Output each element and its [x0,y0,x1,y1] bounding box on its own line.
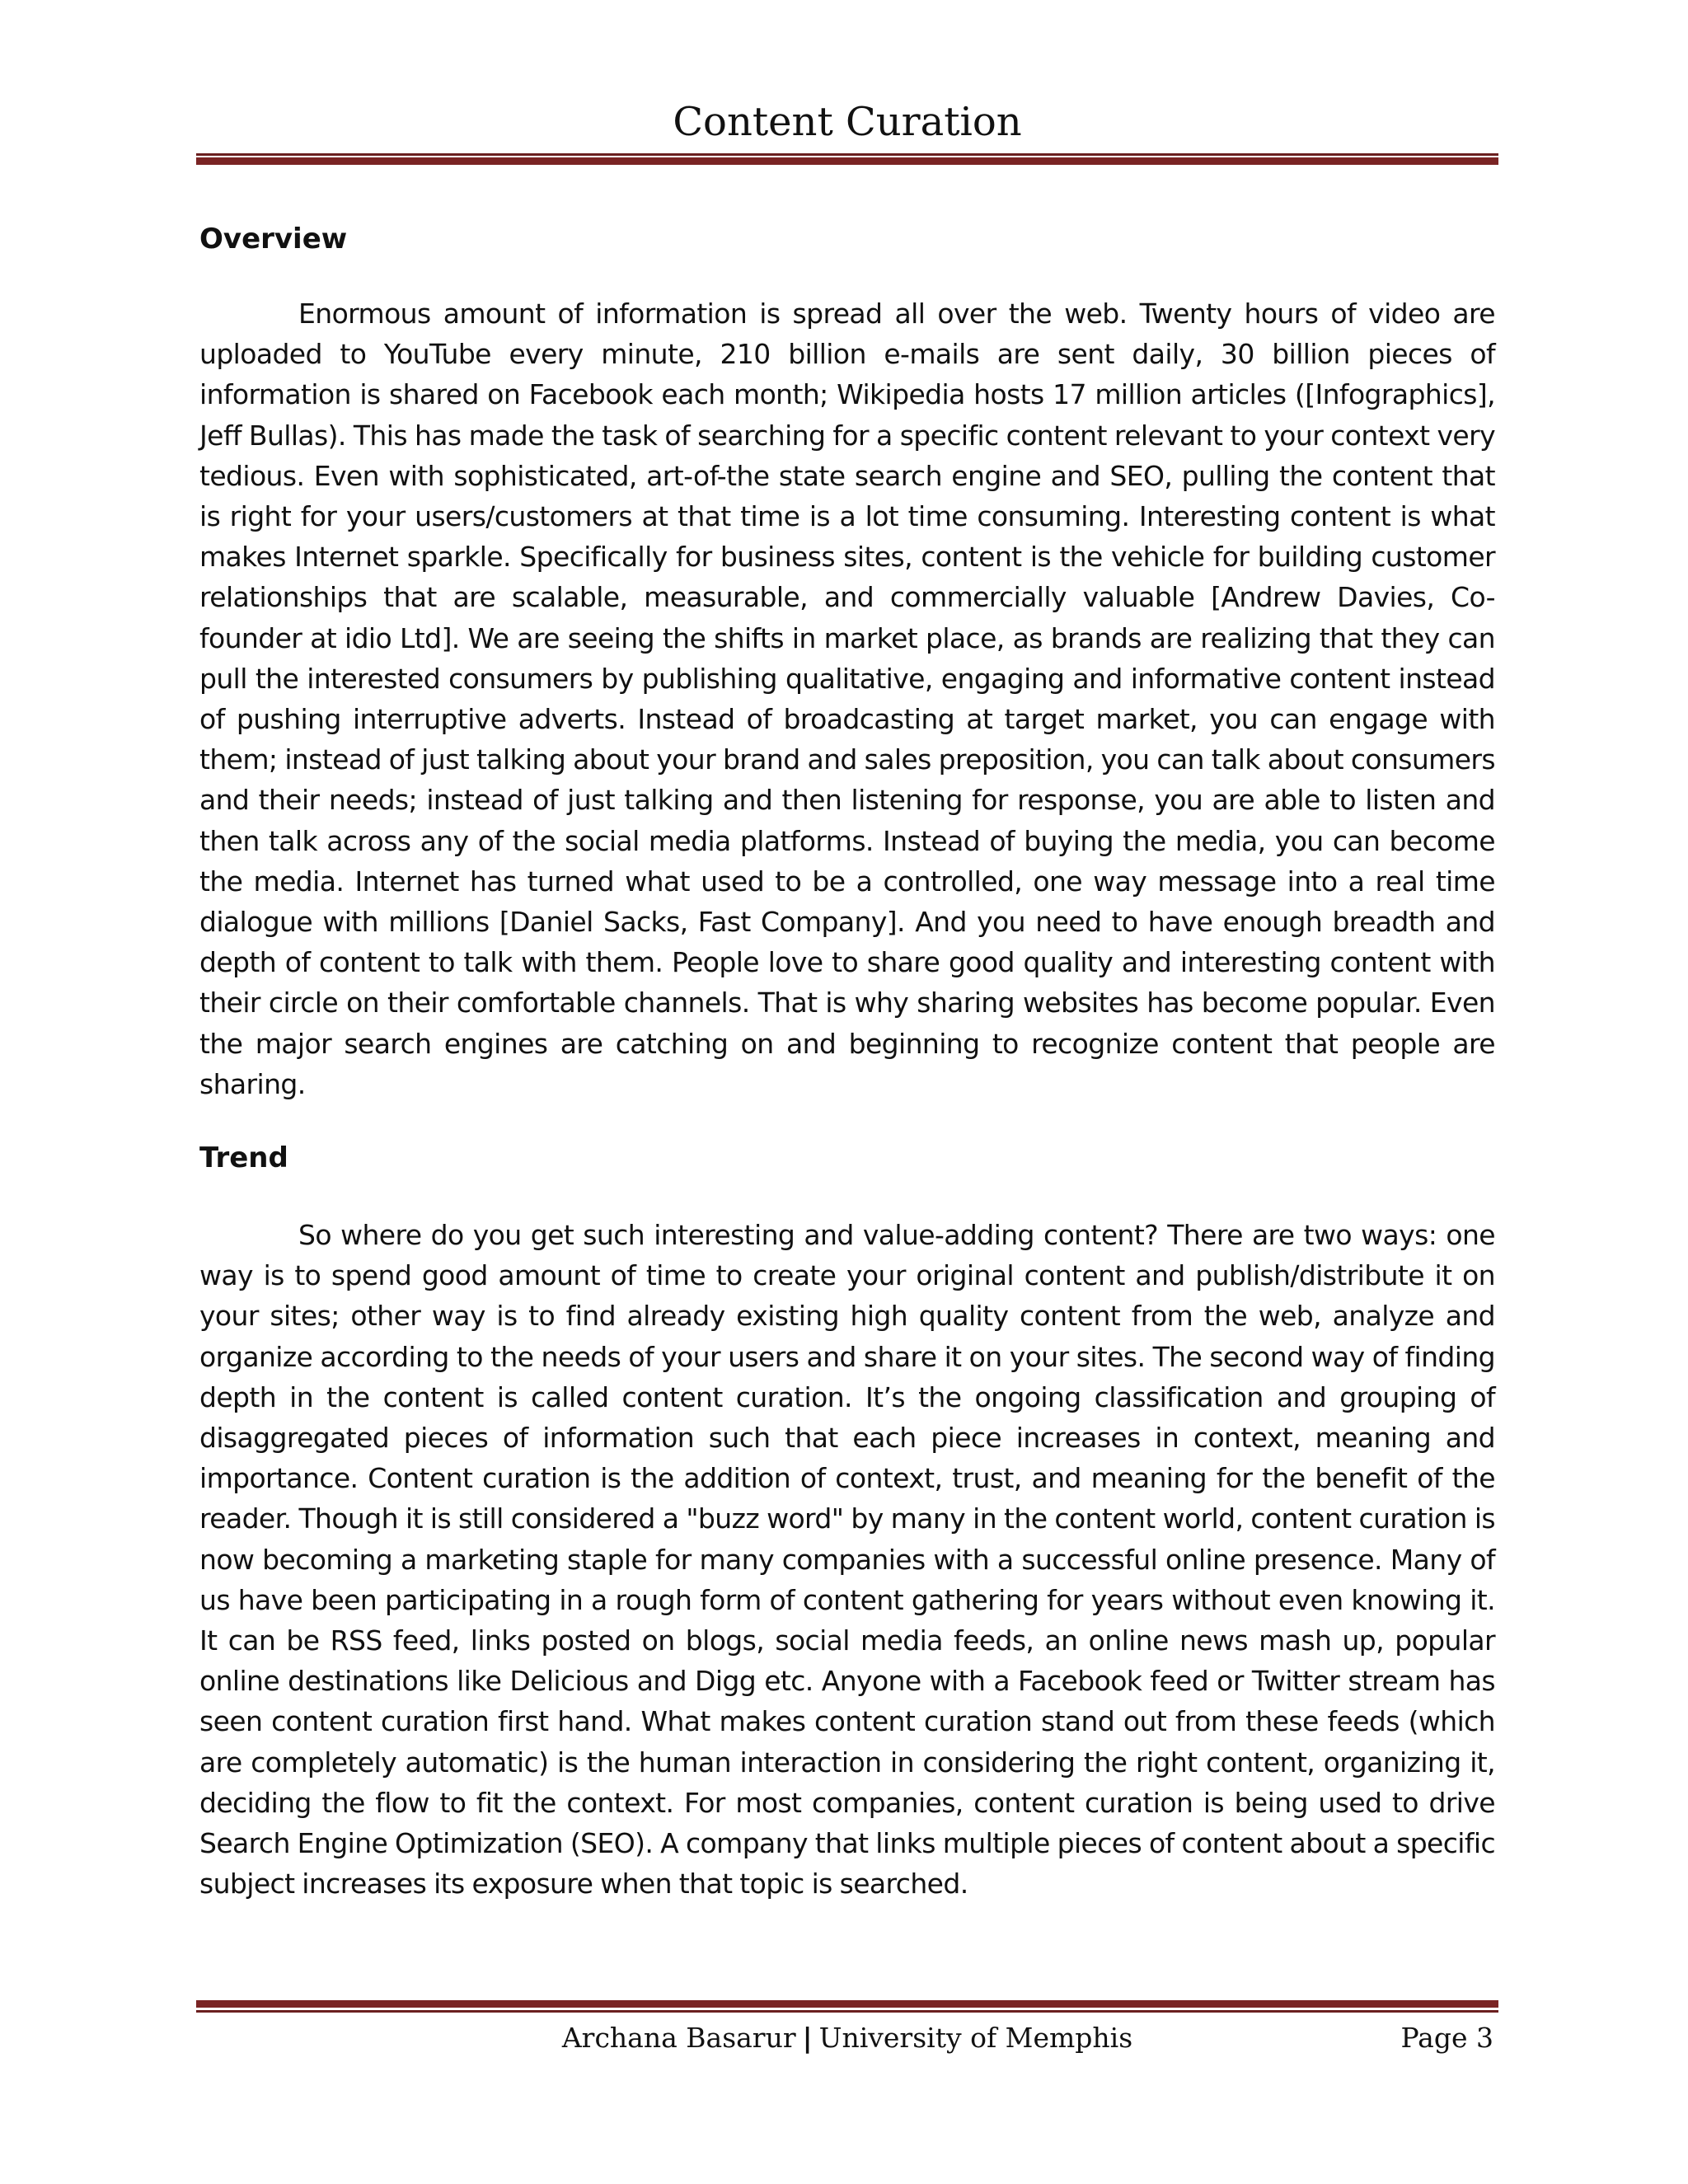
section-heading-trend: Trend [199,1141,288,1174]
header-rule-thick [196,157,1498,165]
header-rule-thin [196,153,1498,156]
section-body-overview [199,293,1495,1104]
page-footer [196,2018,1498,2059]
page-header-title: Content Curation [673,99,1022,145]
footer-separator: | [802,2022,813,2054]
section-body-trend [199,1215,1495,1904]
footer-rule-thin [196,2010,1498,2013]
footer-page-number: Page 3 [1400,2022,1493,2054]
paragraph-overview: Enormous amount of information is spread all over the web. Twenty hours of video are uploaded to YouTube every minute, 210 billion e-mails are sent daily, 30 billion pieces of information is shared on Facebook each month; Wikipedia hosts 17 million articles ([Infographics], Jeff Bullas). This has made the task of searching for a specific content relevant to your context very tedious. Even with sophisticated, art-of-the state search engine and SEO, pulling the content that is right for your users/customers at that time is a lot time consuming. Interesting content is what makes Internet sparkle. Specifically for business sites, content is the vehicle for building customer relationships that are scalable, measurable, and commercially valuable [Andrew Davies, Co-founder at idio Ltd]. We are seeing the shifts in market place, as brands are realizing that they can pull the interested consumers by publishing qualitative, engaging and informative content instead of pushing interruptive adverts. Instead of broadcasting at target market, you can engage with them; instead of just talking about your brand and sales preposition, you can talk about consumers and their needs; instead of just talking and then listening for response, you are able to listen and then talk across any of the social media platforms. Instead of buying the media, you can become the media. Internet has turned what used to be a controlled, one way message into a real time dialogue with millions [Daniel Sacks, Fast Company]. And you need to have enough breadth and depth of content to talk with them. People love to share good quality and interesting content with their circle on their comfortable channels. That is why sharing websites has become popular. Even the major search engines are catching on and beginning to recognize content that people are sharing. [199,298,1495,1100]
footer-credit [196,2018,1498,2059]
section-heading-overview: Overview [199,223,348,255]
footer-author: Archana Basarur [561,2022,796,2054]
paragraph-trend: So where do you get such interesting and value-adding content? There are two ways: one way is to spend good amount of time to create your original content and publish/distribute it on your sites; other way is to find already existing high quality content from the web, analyze and organize according to the needs of your users and share it on your sites. The second way of finding depth in the content is called content curation. It’s the ongoing classification and grouping of disaggregated pieces of information such that each piece increases in context, meaning and importance. Content curation is the addition of context, trust, and meaning for the benefit of the reader. Though it is still considered a "buzz word" by many in the content world, content curation is now becoming a marketing staple for many companies with a successful online presence. Many of us have been participating in a rough form of content gathering for years without even knowing it. It can be RSS feed, links posted on blogs, social media feeds, an online news mash up, popular online destinations like Delicious and Digg etc. Anyone with a Facebook feed or Twitter stream has seen content curation first hand. What makes content curation stand out from these feeds (which are completely automatic) is the human interaction in considering the right content, organizing it, deciding the flow to fit the context. For most companies, content curation is being used to drive Search Engine Optimization (SEO). A company that links multiple pieces of content about a specific subject increases its exposure when that topic is searched. [199,1219,1495,1900]
footer-institution: University of Memphis [818,2022,1133,2054]
footer-rule-thick [196,2000,1498,2008]
